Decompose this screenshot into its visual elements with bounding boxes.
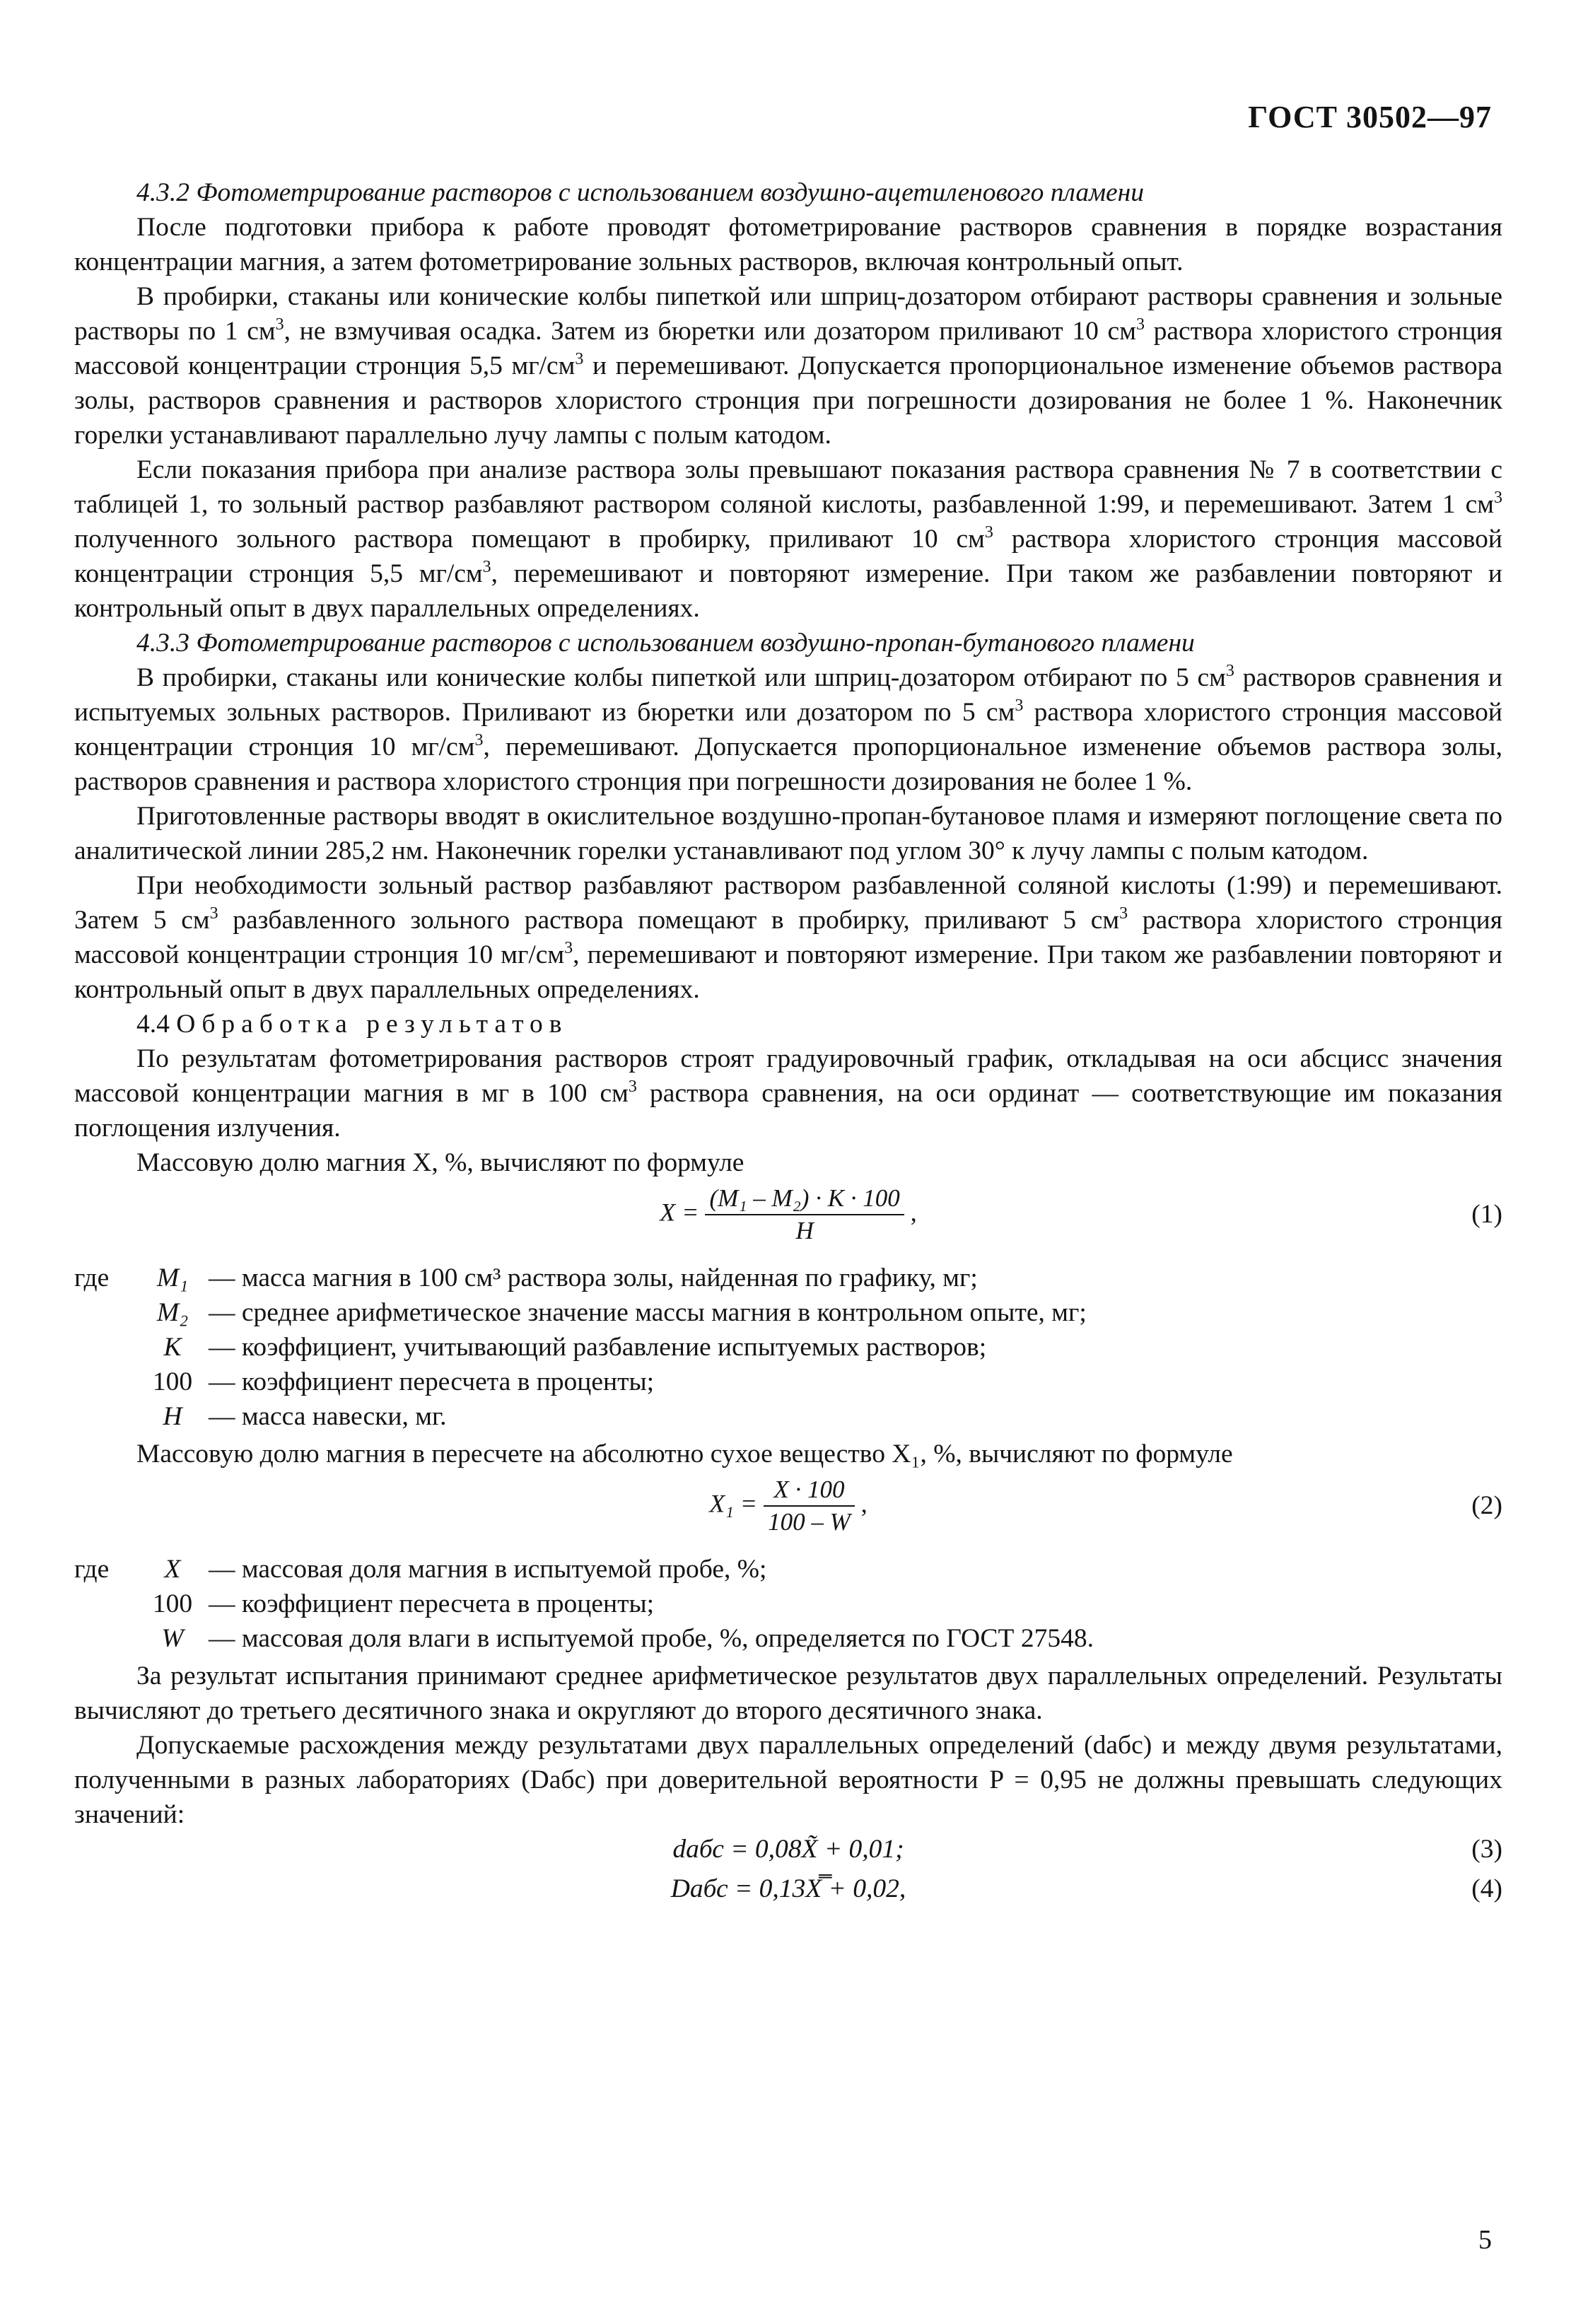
paragraph: Допускаемые расхождения между результатами двух параллельных определений (dабс) и между двумя результатами, полученными в разных лабораториях (Dабс) при доверительной вероятности P = 0,95 не должны превышать следующих значений: <box>74 1731 1502 1829</box>
paragraph: Если показания прибора при анализе раствора золы превышают показания раствора сравнения № 7 в соответствии с таблицей 1, то зольный раствор разбавляют раствором соляной кислоты, разбавленной 1:99, и перемешивают. Затем 1 $см^3$ полученного зольного раствора помещают в пробирку, приливают 10 $см^3$ раствора хлористого стронция массовой концентрации стронция 5,5 $мг/см^3$, перемешивают и повторяют измерение. При таком же разбавлении повторяют и контрольный опыт в двух параллельных определениях. <box>74 455 1502 623</box>
paragraph: Приготовленные растворы вводят в окислительное воздушно-пропан-бутановое пламя и измеряют поглощение света по аналитической линии 285,2 нм. Наконечник горелки устанавливают под углом 30° к лучу лампы с полым катодом. <box>74 802 1502 865</box>
formula-number: (4) <box>1471 1874 1502 1903</box>
definition-row: где X — массовая доля магния в испытуемой пробе, %; <box>74 1555 767 1584</box>
standard-header: ГОСТ 30502—97 <box>1248 100 1492 134</box>
definition-row: 100 — коэффициент пересчета в проценты; <box>152 1367 655 1396</box>
paragraph: В пробирки, стаканы или конические колбы пипеткой или шприц-дозатором отбирают по 5 $см^3$ растворов сравнения и испытуемых зольных растворов. Приливают из бюретки или дозатором по 5 $см^3$ раствора хлористого стронция массовой концентрации стронция 10 $мг/см^3$, перемешивают. Допускается пропорциональное изменение объемов раствора золы, растворов сравнения и раствора хлористого стронция при погрешности дозирования не более 1 %. <box>74 662 1503 796</box>
document-page <box>74 85 1502 2298</box>
page-number: 5 <box>1478 2225 1492 2255</box>
document-body <box>74 175 1502 1911</box>
paragraph: При необходимости зольный раствор разбавляют раствором разбавленной соляной кислоты (1:99) и перемешивают. Затем 5 $см^3$ разбавленного зольного раствора помещают в пробирку, приливают 5 $см^3$ раствора хлористого стронция массовой концентрации стронция 10 $мг/см^3$, перемешивают и повторяют измерение. При таком же разбавлении повторяют и контрольный опыт в двух параллельных определениях. <box>74 871 1502 1004</box>
paragraph: Массовую долю магния в пересчете на абсолютно сухое вещество X₁, %, вычисляют по формуле <box>136 1440 1233 1468</box>
formula-2: X₁ = $\frac{X \cdot 100}{100 - W}$ , (2) <box>709 1476 1502 1536</box>
section-4-4-title: 4.4 Обработка результатов <box>136 1010 568 1039</box>
definition-row: W — массовая доля влаги в испытуемой пробе, %, определяется по ГОСТ 27548. <box>161 1624 1094 1653</box>
paragraph: После подготовки прибора к работе проводят фотометрирование растворов сравнения в порядке возрастания концентрации магния, а затем фотометрирование зольных растворов, включая контрольный опыт. <box>74 213 1502 276</box>
formula-2-definitions <box>74 1552 1502 1656</box>
definition-row: 100 — коэффициент пересчета в проценты; <box>152 1589 655 1618</box>
formula-number: (1) <box>1471 1200 1502 1229</box>
definition-row: M₂ — среднее арифметическое значение массы магния в контрольном опыте, мг; <box>156 1298 1087 1327</box>
definition-row: H — масса навески, мг. <box>163 1402 447 1431</box>
formula-3: dабс = 0,08X̃ + 0,01; (3) <box>74 1832 1502 1872</box>
paragraph: В пробирки, стаканы или конические колбы пипеткой или шприц-дозатором отбирают растворы сравнения и зольные растворы по 1 $см^3$, не взмучивая осадка. Затем из бюретки или дозатором приливают 10 $см^3$ раствора хлористого стронция массовой концентрации стронция 5,5 $мг/см^3$ и перемешивают. Допускается пропорциональное изменение объемов раствора золы, растворов сравнения и растворов хлористого стронция при погрешности дозирования не более 1 %. Наконечник горелки устанавливают параллельно лучу лампы с полым катодом. <box>74 282 1503 450</box>
formula-4: Dабс = 0,13X̿ + 0,02, (4) <box>74 1872 1502 1911</box>
paragraph: За результат испытания принимают среднее арифметическое результатов двух параллельных определений. Результаты вычисляют до третьего десятичного знака и округляют до второго десятичного знака. <box>74 1662 1502 1725</box>
formula-number: (2) <box>1471 1491 1502 1520</box>
paragraph: По результатам фотометрирования растворов строят градуировочный график, откладывая на оси абсцисс значения массовой концентрации магния в мг в 100 $см^3$ раствора сравнения, на оси ординат — соответствующие им показания поглощения излучения. <box>74 1044 1502 1143</box>
definition-row: K — коэффициент, учитывающий разбавление испытуемых растворов; <box>163 1333 987 1362</box>
section-4-3-2-title: 4.3.2 Фотометрирование растворов с использованием воздушно-ацетиленового пламени <box>136 178 1144 207</box>
formula-number: (3) <box>1471 1835 1502 1864</box>
formula-1-definitions <box>74 1261 1502 1434</box>
section-4-3-3-title: 4.3.3 Фотометрирование растворов с использованием воздушно-пропан-бутанового пламени <box>136 629 1195 658</box>
formula-1: X = $\frac{\text{(M₁ – M₂) · K · 100}}{H}$ , (1) <box>660 1184 1502 1244</box>
definition-row: где M₁ — масса магния в 100 см³ раствора золы, найденная по графику, мг; <box>74 1263 978 1292</box>
paragraph: Массовую долю магния X, %, вычисляют по формуле <box>136 1148 744 1177</box>
